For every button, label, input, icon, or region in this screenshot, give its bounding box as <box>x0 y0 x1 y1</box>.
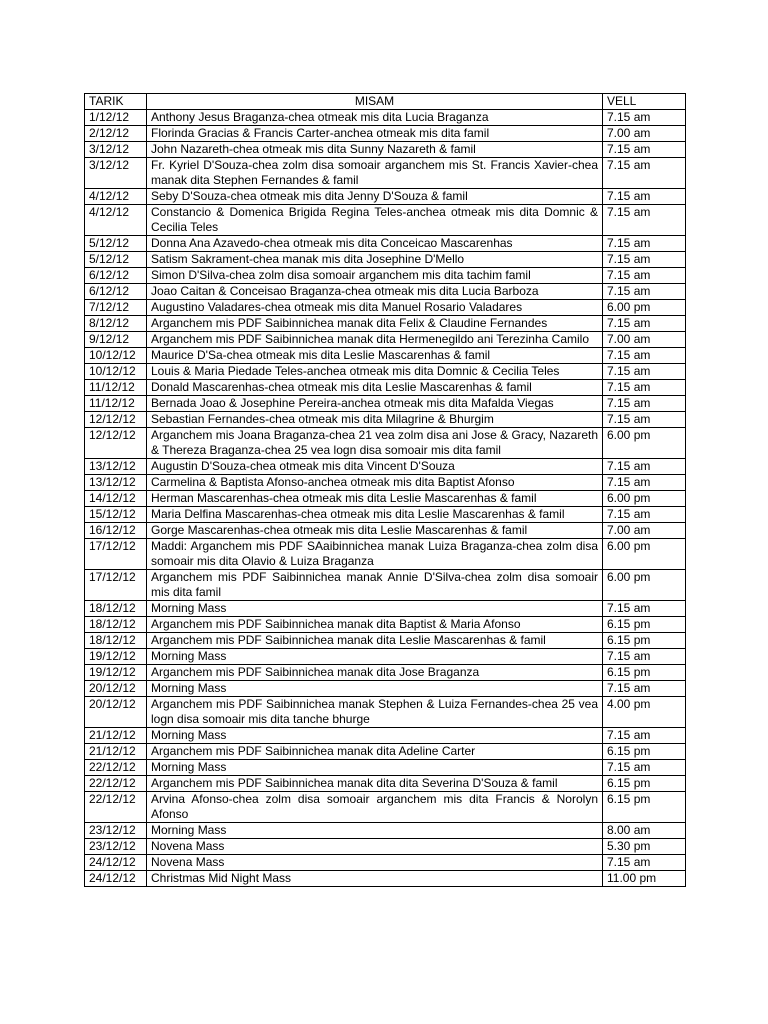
time-cell: 7.15 am <box>603 760 686 776</box>
mass-cell: Florinda Gracias & Francis Carter-anchea otmeak mis dita famil <box>147 126 603 142</box>
table-row <box>85 428 686 459</box>
time-cell: 4.00 pm <box>603 697 686 728</box>
table-row <box>85 126 686 142</box>
time-cell: 5.30 pm <box>603 839 686 855</box>
date-cell: 16/12/12 <box>85 523 147 539</box>
mass-cell: Carmelina & Baptista Afonso-anchea otmeak mis dita Baptist Afonso <box>147 475 603 491</box>
mass-cell: Novena Mass <box>147 839 603 855</box>
table-row <box>85 205 686 236</box>
mass-cell: Bernada Joao & Josephine Pereira-anchea otmeak mis dita Mafalda Viegas <box>147 396 603 412</box>
mass-cell: John Nazareth-chea otmeak mis dita Sunny Nazareth & famil <box>147 142 603 158</box>
time-cell: 8.00 am <box>603 823 686 839</box>
mass-cell: Morning Mass <box>147 649 603 665</box>
time-cell: 7.15 am <box>603 601 686 617</box>
date-cell: 13/12/12 <box>85 459 147 475</box>
mass-cell: Sebastian Fernandes-chea otmeak mis dita Milagrine & Bhurgim <box>147 412 603 428</box>
table-row <box>85 316 686 332</box>
table-row <box>85 681 686 697</box>
table-row <box>85 380 686 396</box>
date-cell: 4/12/12 <box>85 189 147 205</box>
table-row <box>85 459 686 475</box>
date-cell: 19/12/12 <box>85 665 147 681</box>
date-cell: 5/12/12 <box>85 252 147 268</box>
header-date: TARIK <box>85 94 147 110</box>
date-cell: 21/12/12 <box>85 728 147 744</box>
table-row <box>85 760 686 776</box>
table-row <box>85 697 686 728</box>
time-cell: 7.15 am <box>603 855 686 871</box>
date-cell: 20/12/12 <box>85 681 147 697</box>
table-row <box>85 475 686 491</box>
time-cell: 7.15 am <box>603 364 686 380</box>
table-row <box>85 617 686 633</box>
date-cell: 9/12/12 <box>85 332 147 348</box>
table-row <box>85 665 686 681</box>
table-row <box>85 268 686 284</box>
mass-cell: Morning Mass <box>147 823 603 839</box>
mass-cell: Satism Sakrament-chea manak mis dita Josephine D'Mello <box>147 252 603 268</box>
table-row <box>85 396 686 412</box>
date-cell: 18/12/12 <box>85 633 147 649</box>
time-cell: 7.00 am <box>603 332 686 348</box>
time-cell: 7.15 am <box>603 268 686 284</box>
time-cell: 6.00 pm <box>603 570 686 601</box>
mass-cell: Morning Mass <box>147 681 603 697</box>
mass-cell: Morning Mass <box>147 728 603 744</box>
table-row <box>85 236 686 252</box>
date-cell: 19/12/12 <box>85 649 147 665</box>
mass-cell: Herman Mascarenhas-chea otmeak mis dita Leslie Mascarenhas & famil <box>147 491 603 507</box>
date-cell: 14/12/12 <box>85 491 147 507</box>
time-cell: 7.15 am <box>603 728 686 744</box>
time-cell: 11.00 pm <box>603 871 686 887</box>
mass-cell: Seby D'Souza-chea otmeak mis dita Jenny D'Souza & famil <box>147 189 603 205</box>
mass-cell: Anthony Jesus Braganza-chea otmeak mis dita Lucia Braganza <box>147 110 603 126</box>
date-cell: 5/12/12 <box>85 236 147 252</box>
date-cell: 22/12/12 <box>85 792 147 823</box>
date-cell: 24/12/12 <box>85 855 147 871</box>
mass-cell: Donald Mascarenhas-chea otmeak mis dita Leslie Mascarenhas & famil <box>147 380 603 396</box>
time-cell: 7.15 am <box>603 189 686 205</box>
time-cell: 6.00 pm <box>603 300 686 316</box>
time-cell: 7.15 am <box>603 649 686 665</box>
date-cell: 13/12/12 <box>85 475 147 491</box>
mass-cell: Donna Ana Azavedo-chea otmeak mis dita Conceicao Mascarenhas <box>147 236 603 252</box>
time-cell: 7.00 am <box>603 126 686 142</box>
table-row <box>85 823 686 839</box>
table-row <box>85 412 686 428</box>
date-cell: 11/12/12 <box>85 380 147 396</box>
table-row <box>85 252 686 268</box>
mass-cell: Constancio & Domenica Brigida Regina Teles-anchea otmeak mis dita Domnic & Cecilia Teles <box>147 205 603 236</box>
mass-cell: Arganchem mis PDF Saibinnichea manak dita Hermenegildo ani Terezinha Camilo <box>147 332 603 348</box>
time-cell: 7.15 am <box>603 396 686 412</box>
date-cell: 6/12/12 <box>85 284 147 300</box>
table-row <box>85 871 686 887</box>
time-cell: 7.00 am <box>603 523 686 539</box>
table-row <box>85 649 686 665</box>
table-header-row <box>85 94 686 110</box>
mass-cell: Fr. Kyriel D'Souza-chea zolm disa somoair arganchem mis St. Francis Xavier-chea manak dita Stephen Fernandes & famil <box>147 158 603 189</box>
time-cell: 7.15 am <box>603 110 686 126</box>
table-row <box>85 364 686 380</box>
table-row <box>85 300 686 316</box>
table-row <box>85 189 686 205</box>
time-cell: 7.15 am <box>603 507 686 523</box>
time-cell: 7.15 am <box>603 205 686 236</box>
date-cell: 8/12/12 <box>85 316 147 332</box>
mass-cell: Arganchem mis PDF Saibinnichea manak dita dita Severina D'Souza & famil <box>147 776 603 792</box>
table-row <box>85 142 686 158</box>
mass-cell: Morning Mass <box>147 760 603 776</box>
table-row <box>85 744 686 760</box>
table-row <box>85 855 686 871</box>
date-cell: 1/12/12 <box>85 110 147 126</box>
date-cell: 23/12/12 <box>85 823 147 839</box>
date-cell: 20/12/12 <box>85 697 147 728</box>
date-cell: 4/12/12 <box>85 205 147 236</box>
date-cell: 21/12/12 <box>85 744 147 760</box>
time-cell: 6.15 pm <box>603 792 686 823</box>
table-row <box>85 776 686 792</box>
table-row <box>85 158 686 189</box>
time-cell: 7.15 am <box>603 348 686 364</box>
time-cell: 7.15 am <box>603 142 686 158</box>
mass-cell: Arganchem mis PDF Saibinnichea manak Stephen & Luiza Fernandes-chea 25 vea logn disa somoair mis dita tanche bhurge <box>147 697 603 728</box>
time-cell: 6.00 pm <box>603 428 686 459</box>
mass-cell: Morning Mass <box>147 601 603 617</box>
time-cell: 7.15 am <box>603 252 686 268</box>
table-row <box>85 507 686 523</box>
table-row <box>85 523 686 539</box>
date-cell: 10/12/12 <box>85 348 147 364</box>
table-row <box>85 332 686 348</box>
mass-cell: Arvina Afonso-chea zolm disa somoair arganchem mis dita Francis & Norolyn Afonso <box>147 792 603 823</box>
date-cell: 12/12/12 <box>85 428 147 459</box>
date-cell: 24/12/12 <box>85 871 147 887</box>
mass-cell: Arganchem mis Joana Braganza-chea 21 vea zolm disa ani Jose & Gracy, Nazareth & Thereza Braganza-chea 25 vea logn disa somoair mis dita famil <box>147 428 603 459</box>
time-cell: 7.15 am <box>603 236 686 252</box>
date-cell: 17/12/12 <box>85 539 147 570</box>
mass-cell: Joao Caitan & Conceisao Braganza-chea otmeak mis dita Lucia Barboza <box>147 284 603 300</box>
table-row <box>85 348 686 364</box>
table-row <box>85 284 686 300</box>
date-cell: 18/12/12 <box>85 601 147 617</box>
time-cell: 7.15 am <box>603 475 686 491</box>
time-cell: 6.00 pm <box>603 491 686 507</box>
date-cell: 22/12/12 <box>85 776 147 792</box>
mass-cell: Arganchem mis PDF Saibinnichea manak dita Adeline Carter <box>147 744 603 760</box>
table-row <box>85 792 686 823</box>
time-cell: 6.15 pm <box>603 776 686 792</box>
date-cell: 2/12/12 <box>85 126 147 142</box>
mass-cell: Christmas Mid Night Mass <box>147 871 603 887</box>
time-cell: 7.15 am <box>603 284 686 300</box>
mass-cell: Louis & Maria Piedade Teles-anchea otmeak mis dita Domnic & Cecilia Teles <box>147 364 603 380</box>
mass-cell: Arganchem mis PDF Saibinnichea manak Annie D'Silva-chea zolm disa somoair mis dita famil <box>147 570 603 601</box>
date-cell: 18/12/12 <box>85 617 147 633</box>
mass-cell: Novena Mass <box>147 855 603 871</box>
table-row <box>85 839 686 855</box>
table-body <box>85 110 686 887</box>
table-row <box>85 728 686 744</box>
mass-cell: Arganchem mis PDF Saibinnichea manak dita Leslie Mascarenhas & famil <box>147 633 603 649</box>
date-cell: 17/12/12 <box>85 570 147 601</box>
mass-cell: Maria Delfina Mascarenhas-chea otmeak mis dita Leslie Mascarenhas & famil <box>147 507 603 523</box>
date-cell: 7/12/12 <box>85 300 147 316</box>
mass-cell: Arganchem mis PDF Saibinnichea manak dita Jose Braganza <box>147 665 603 681</box>
date-cell: 11/12/12 <box>85 396 147 412</box>
header-mass: MISAM <box>147 94 603 110</box>
table-row <box>85 633 686 649</box>
table-row <box>85 601 686 617</box>
time-cell: 7.15 am <box>603 380 686 396</box>
mass-cell: Augustin D'Souza-chea otmeak mis dita Vincent D'Souza <box>147 459 603 475</box>
date-cell: 6/12/12 <box>85 268 147 284</box>
table-row <box>85 539 686 570</box>
date-cell: 3/12/12 <box>85 142 147 158</box>
date-cell: 3/12/12 <box>85 158 147 189</box>
time-cell: 6.15 pm <box>603 617 686 633</box>
table-row <box>85 491 686 507</box>
mass-cell: Arganchem mis PDF Saibinnichea manak dita Baptist & Maria Afonso <box>147 617 603 633</box>
time-cell: 7.15 am <box>603 158 686 189</box>
time-cell: 7.15 am <box>603 412 686 428</box>
header-time: VELL <box>603 94 686 110</box>
mass-cell: Maurice D'Sa-chea otmeak mis dita Leslie Mascarenhas & famil <box>147 348 603 364</box>
table-row <box>85 110 686 126</box>
table-row <box>85 570 686 601</box>
time-cell: 6.15 pm <box>603 633 686 649</box>
time-cell: 7.15 am <box>603 459 686 475</box>
time-cell: 7.15 am <box>603 316 686 332</box>
date-cell: 15/12/12 <box>85 507 147 523</box>
mass-cell: Gorge Mascarenhas-chea otmeak mis dita Leslie Mascarenhas & famil <box>147 523 603 539</box>
mass-schedule-table <box>84 93 686 887</box>
time-cell: 6.15 pm <box>603 665 686 681</box>
mass-cell: Simon D'Silva-chea zolm disa somoair arganchem mis dita tachim famil <box>147 268 603 284</box>
date-cell: 23/12/12 <box>85 839 147 855</box>
time-cell: 6.15 pm <box>603 744 686 760</box>
mass-cell: Arganchem mis PDF Saibinnichea manak dita Felix & Claudine Fernandes <box>147 316 603 332</box>
mass-cell: Augustino Valadares-chea otmeak mis dita Manuel Rosario Valadares <box>147 300 603 316</box>
date-cell: 10/12/12 <box>85 364 147 380</box>
date-cell: 12/12/12 <box>85 412 147 428</box>
time-cell: 7.15 am <box>603 681 686 697</box>
time-cell: 6.00 pm <box>603 539 686 570</box>
mass-cell: Maddi: Arganchem mis PDF SAaibinnichea manak Luiza Braganza-chea zolm disa somoair mis dita Olavio & Luiza Braganza <box>147 539 603 570</box>
date-cell: 22/12/12 <box>85 760 147 776</box>
